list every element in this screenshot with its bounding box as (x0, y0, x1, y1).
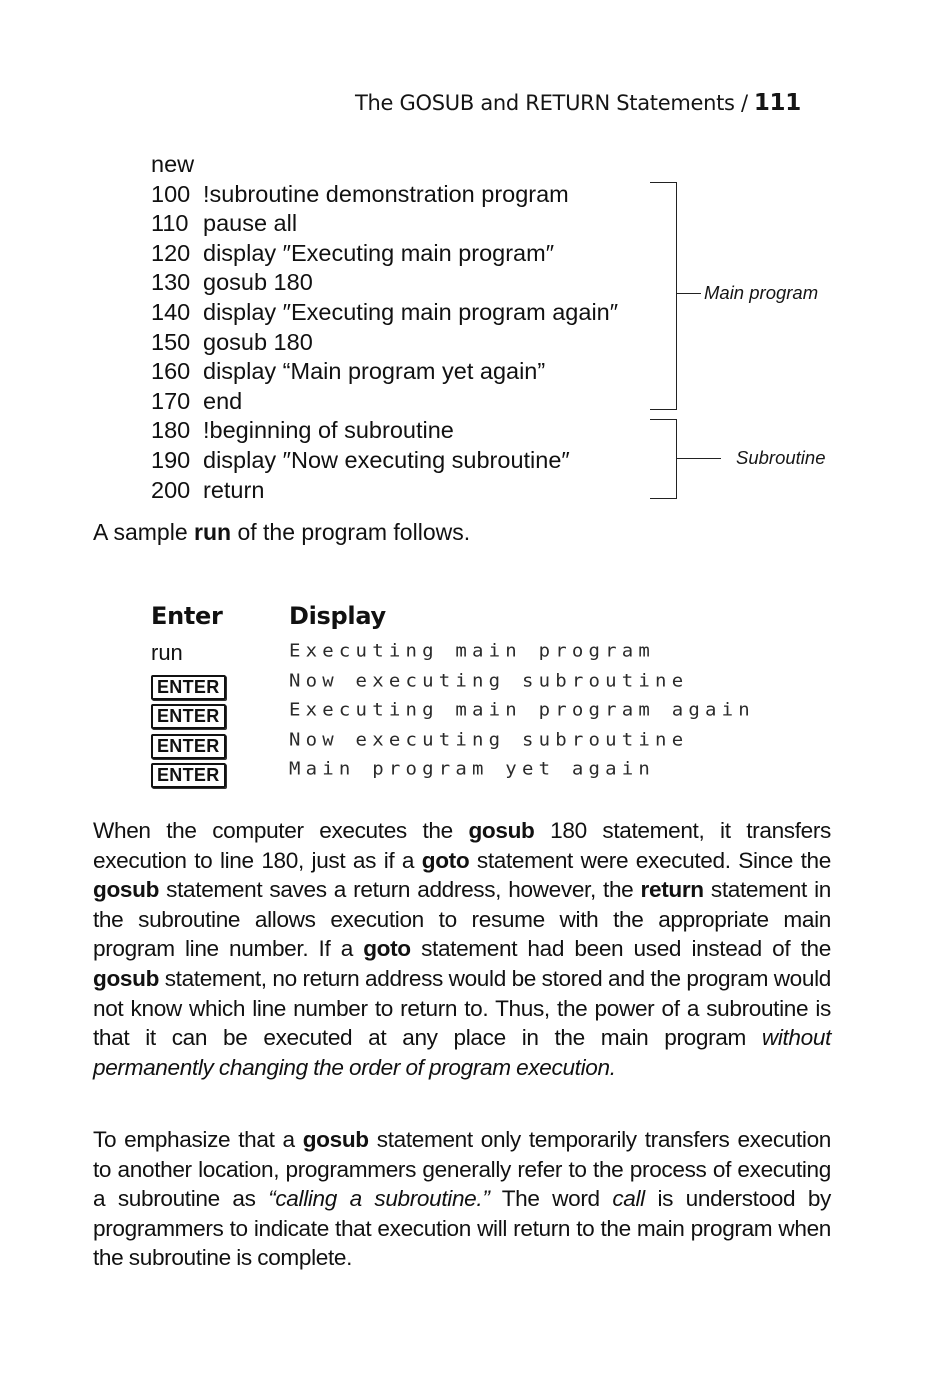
intro-keyword: run (194, 519, 232, 545)
line-statement: gosub 180 (203, 269, 313, 296)
line-number: 200 (151, 476, 191, 503)
keyword: gosub (93, 965, 160, 991)
intro-text: A sample (93, 519, 194, 545)
enter-cell (151, 673, 226, 700)
text-run: statement saves a return address, however, the (159, 877, 641, 903)
text-run: To emphasize that a (93, 1127, 303, 1152)
enter-key: ENTER (151, 704, 226, 729)
enter-command: run (151, 640, 183, 665)
display-column-header: Display (289, 602, 386, 630)
text-run: is understood by programmers to indicate that execution will return to the main program when the subroutine is complete. (93, 1186, 831, 1271)
text-run: 180 statement, it transfers execution to line 180, just as if a (93, 818, 831, 873)
enter-key: ENTER (151, 734, 226, 759)
text-run: statement had been used instead of the (410, 936, 831, 962)
page-number: 111 (753, 90, 801, 116)
enter-cell (151, 732, 226, 759)
code-line (151, 239, 618, 269)
display-output: Executing main program (289, 640, 656, 662)
running-header (355, 90, 835, 116)
keyword: goto (421, 847, 470, 873)
subroutine-label: Subroutine (736, 447, 826, 468)
line-statement: display ″Executing main program″ (203, 239, 555, 266)
text-run: statement only temporarily transfers execution to another location, programmers generally refer to the process of executing a subroutine as (93, 1127, 832, 1212)
keyword: goto (363, 936, 411, 962)
subroutine-bracket (650, 419, 677, 499)
emphasis: without permanently changing the order of program execution. (93, 1025, 831, 1080)
line-number: 120 (151, 239, 191, 266)
code-line (151, 209, 618, 239)
enter-key: ENTER (151, 763, 226, 788)
main-program-label: Main program (704, 282, 819, 303)
enter-key: ENTER (151, 675, 226, 700)
intro-text-end: of the program follows. (231, 519, 471, 545)
main-program-bracket-tick (677, 293, 701, 294)
intro-sentence (93, 519, 470, 546)
keyword: gosub (468, 818, 535, 843)
display-output: Main program yet again (289, 758, 656, 780)
text-run: statement, no return address would be stored and the program would not know which line number to return to. Thus, the power of a subroutine is that it can be executed at any place in the main program (93, 965, 831, 1051)
keyword: gosub (93, 877, 160, 903)
keyword: return (640, 877, 704, 903)
code-command: new (151, 151, 195, 177)
line-number: 100 (151, 180, 191, 207)
line-statement: return (203, 476, 265, 503)
line-statement: display ″Now executing subroutine″ (203, 446, 570, 473)
line-statement: display ″Executing main program again″ (203, 298, 619, 325)
line-number: 150 (151, 328, 191, 355)
enter-column-header: Enter (151, 602, 223, 630)
code-line (151, 180, 618, 210)
code-line (151, 446, 618, 476)
keyword: gosub (302, 1127, 369, 1152)
header-title: The GOSUB and RETURN Statements / (355, 91, 748, 115)
emphasis: call (612, 1186, 645, 1212)
code-line (151, 476, 618, 506)
code-line (151, 416, 618, 446)
enter-cell (151, 761, 226, 788)
line-statement: end (203, 387, 243, 414)
text-run: statement were executed. Since the (469, 847, 831, 873)
line-statement: !subroutine demonstration program (203, 180, 569, 207)
line-number: 160 (151, 358, 191, 385)
code-listing (151, 150, 618, 505)
code-line (151, 357, 618, 387)
line-number: 170 (151, 387, 191, 414)
line-statement: gosub 180 (203, 328, 313, 355)
display-output: Now executing subroutine (289, 729, 689, 750)
line-statement: display “Main program yet again” (203, 358, 546, 385)
emphasis: “calling a subroutine.” (268, 1186, 490, 1212)
line-statement: pause all (203, 210, 298, 237)
code-line (151, 328, 618, 358)
line-number: 130 (151, 269, 191, 296)
text-run: statement in the subroutine allows execution to resume with the appropriate main program line number. If a (93, 877, 831, 962)
paragraph-calling-subroutine (93, 1125, 831, 1273)
enter-cell (151, 702, 226, 729)
subroutine-bracket-tick (677, 458, 721, 459)
line-number: 180 (151, 417, 191, 444)
text-run: When the computer executes the (93, 818, 469, 843)
line-number: 140 (151, 298, 191, 325)
text-run: The word (489, 1186, 613, 1212)
enter-cell (151, 640, 183, 666)
line-statement: !beginning of subroutine (203, 417, 454, 444)
code-line (151, 298, 618, 328)
line-number: 110 (151, 210, 189, 237)
display-output: Executing main program again (289, 699, 755, 721)
code-line (151, 268, 618, 298)
main-program-bracket (650, 182, 677, 410)
line-number: 190 (151, 446, 191, 473)
code-line (151, 387, 618, 417)
paragraph-gosub-explanation (93, 816, 831, 1082)
display-output: Now executing subroutine (289, 670, 689, 691)
